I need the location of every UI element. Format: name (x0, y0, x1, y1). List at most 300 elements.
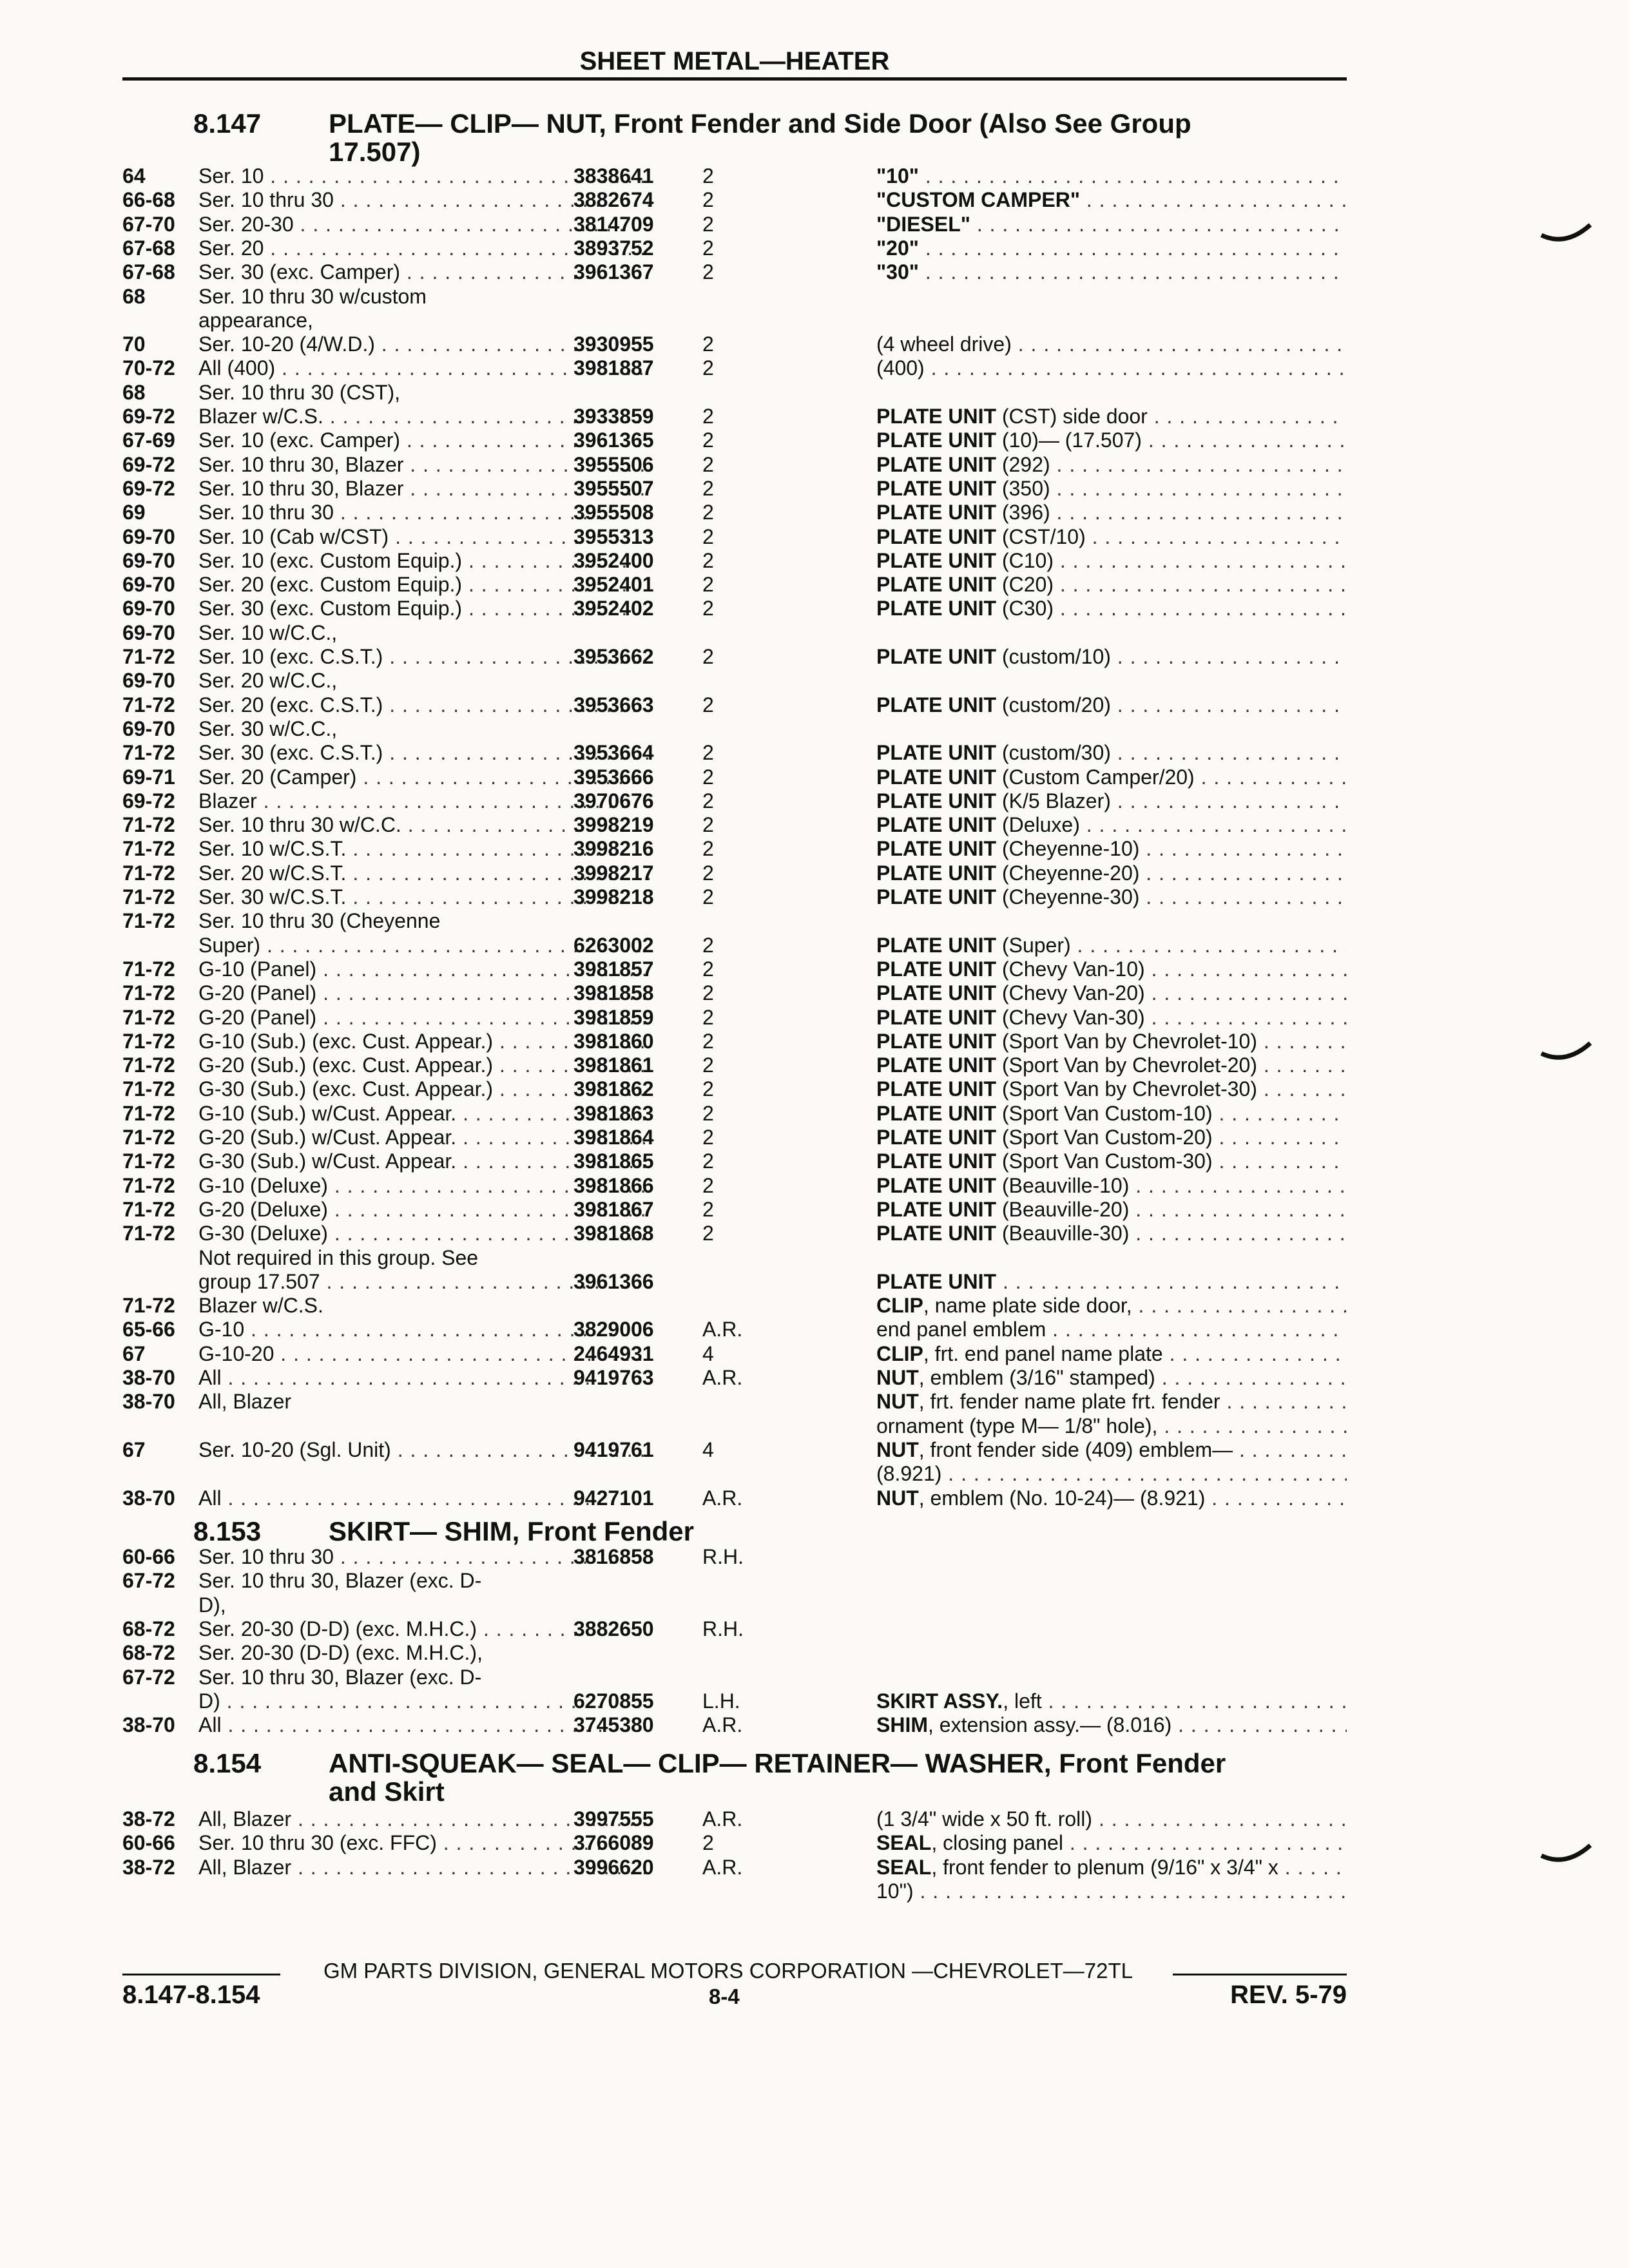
footer-page-number: 8-4 (709, 1984, 740, 2008)
parts-row (122, 1390, 1347, 1414)
part-description: PLATE UNIT (Beauville-20) . . . (876, 1198, 1347, 1222)
part-number: 3816858 (574, 1545, 654, 1568)
model-year: 69-72 (122, 476, 175, 500)
model-year: 71-72 (122, 1101, 175, 1125)
series-description: All . . . (198, 1713, 650, 1737)
quantity: R.H. (702, 1545, 744, 1568)
part-description: PLATE UNIT (K/5 Blazer) . . . (876, 789, 1347, 813)
parts-row (122, 1198, 1347, 1222)
model-year: 71-72 (122, 741, 175, 765)
parts-row (122, 789, 1347, 813)
parts-row (122, 1366, 1347, 1390)
parts-row (122, 957, 1347, 981)
part-number: 3814709 (574, 212, 654, 236)
part-number: 3882650 (574, 1617, 654, 1640)
section-number: 8.154 (193, 1748, 262, 1778)
series-description: Ser. 10 (exc. Custom Equip.) . . . (198, 549, 650, 573)
part-description: (4 wheel drive) . . . (876, 332, 1347, 356)
series-description: Ser. 30 (exc. Camper) . . . (198, 260, 650, 284)
model-year: 69-70 (122, 669, 175, 693)
model-year: 71-72 (122, 1126, 175, 1149)
parts-row (122, 1006, 1347, 1030)
part-description: PLATE UNIT (Cheyenne-20) . . . (876, 861, 1347, 885)
part-description: NUT, frt. fender name plate frt. fender . . . (876, 1390, 1347, 1414)
parts-row (122, 525, 1347, 549)
series-description: Ser. 10 thru 30, Blazer (exc. D- (198, 1569, 482, 1593)
section-title-continued: and Skirt (329, 1776, 445, 1807)
quantity: 2 (702, 597, 714, 620)
quantity: 2 (702, 813, 714, 837)
section-title: ANTI-SQUEAK— SEAL— CLIP— RETAINER— WASHER, Front Fender (329, 1748, 1226, 1778)
part-description: PLATE UNIT (Sport Van by Chevrolet-10) . . . (876, 1030, 1347, 1053)
parts-row (122, 717, 1347, 741)
quantity: 2 (702, 1101, 714, 1125)
model-year: 71-72 (122, 693, 175, 716)
quantity: 2 (702, 260, 714, 284)
part-description: PLATE UNIT . . . (876, 1270, 1347, 1294)
part-number: 3838641 (574, 164, 654, 187)
quantity: 4 (702, 1437, 714, 1461)
part-description: PLATE UNIT (custom/10) . . . (876, 645, 1347, 669)
model-year: 68 (122, 284, 146, 308)
series-description: Ser. 10-20 (Sgl. Unit) . . . (198, 1438, 650, 1462)
series-description: All (400) . . . (198, 356, 650, 380)
part-description: PLATE UNIT (Cheyenne-10) . . . (876, 837, 1347, 861)
series-description: Ser. 10 (exc. C.S.T.) . . . (198, 645, 650, 669)
parts-row (122, 645, 1347, 669)
section-title: SKIRT— SHIM, Front Fender (329, 1516, 694, 1546)
series-description: Ser. 10 thru 30, Blazer . . . (198, 453, 650, 477)
quantity: A.R. (702, 1713, 743, 1737)
quantity: 2 (702, 1173, 714, 1197)
series-description: G-20 (Panel) . . . (198, 981, 650, 1005)
model-year: 71-72 (122, 1077, 175, 1101)
series-description: Ser. 20-30 . . . (198, 213, 650, 236)
series-description: Ser. 20 w/C.C., (198, 669, 338, 693)
part-description: PLATE UNIT (Sport Van by Chevrolet-30) . . . (876, 1077, 1347, 1101)
quantity: 2 (702, 789, 714, 812)
part-number: 6263002 (574, 933, 654, 957)
model-year: 67 (122, 1437, 146, 1461)
parts-row (122, 1077, 1347, 1101)
quantity: A.R. (702, 1366, 743, 1389)
part-description: PLATE UNIT (350) . . . (876, 477, 1347, 501)
series-description: All . . . (198, 1486, 650, 1510)
model-year: 67-68 (122, 260, 175, 284)
part-description: end panel emblem . . . (876, 1318, 1347, 1341)
parts-row (122, 1569, 1347, 1593)
model-year: 38-70 (122, 1713, 175, 1737)
parts-row (122, 1342, 1347, 1366)
model-year: 69-72 (122, 452, 175, 476)
series-description: Ser. 30 (exc. C.S.T.) . . . (198, 741, 650, 765)
model-year: 71-72 (122, 1222, 175, 1245)
section-number: 8.147 (193, 108, 262, 139)
part-description: "30" . . . (876, 260, 1347, 284)
series-description: Ser. 10 thru 30 . . . (198, 501, 650, 524)
part-description: "CUSTOM CAMPER" . . . (876, 188, 1347, 212)
part-description: PLATE UNIT (CST) side door . . . (876, 405, 1347, 428)
part-description: (400) . . . (876, 356, 1347, 380)
model-year: 60-66 (122, 1831, 175, 1855)
part-number: 3952402 (574, 597, 654, 620)
part-number: 3970676 (574, 789, 654, 812)
margin-check-mark (1540, 1843, 1592, 1869)
parts-row (122, 1617, 1347, 1641)
model-year: 71-72 (122, 861, 175, 885)
series-description: G-10 (Sub.) w/Cust. Appear. . . . (198, 1102, 650, 1126)
part-number: 3981861 (574, 1053, 654, 1077)
part-number: 3996620 (574, 1855, 654, 1879)
part-description: SEAL, closing panel . . . (876, 1831, 1347, 1855)
series-description: G-20 (Sub.) (exc. Cust. Appear.) . . . (198, 1053, 650, 1077)
quantity: 2 (702, 1197, 714, 1221)
model-year: 71-72 (122, 885, 175, 908)
quantity: 2 (702, 452, 714, 476)
series-description: G-10-20 . . . (198, 1342, 650, 1366)
part-number: 3955508 (574, 501, 654, 524)
series-description: G-10 . . . (198, 1318, 650, 1341)
parts-row (122, 1102, 1347, 1126)
quantity: 2 (702, 1053, 714, 1077)
part-description: PLATE UNIT (Cheyenne-30) . . . (876, 885, 1347, 909)
part-number: 3997555 (574, 1807, 654, 1831)
model-year: 38-70 (122, 1486, 175, 1510)
series-description: Ser. 30 w/C.S.T. . . . (198, 885, 650, 909)
part-number: 3766089 (574, 1831, 654, 1855)
quantity: 2 (702, 188, 714, 212)
model-year: 67-72 (122, 1569, 175, 1593)
part-number: 3998217 (574, 861, 654, 885)
quantity: 2 (702, 693, 714, 716)
parts-row (122, 1438, 1347, 1462)
model-year: 38-70 (122, 1366, 175, 1389)
model-year: 70-72 (122, 356, 175, 380)
model-year: 71-72 (122, 837, 175, 861)
series-description: Ser. 10 thru 30 . . . (198, 1545, 650, 1569)
series-description: Blazer w/C.S. (198, 1294, 323, 1318)
model-year: 67-68 (122, 236, 175, 260)
series-description: D) . . . (198, 1689, 650, 1713)
part-number: 3953662 (574, 645, 654, 668)
part-number: 3981859 (574, 1005, 654, 1029)
part-description: (8.921) . . . (876, 1462, 1347, 1486)
series-description: Blazer w/C.S. . . . (198, 405, 650, 428)
part-description: (1 3/4" wide x 50 ft. roll) . . . (876, 1807, 1347, 1831)
parts-row (122, 405, 1347, 428)
parts-row (122, 1641, 1347, 1665)
parts-row (122, 381, 1347, 405)
parts-row (122, 1879, 1347, 1903)
part-description: PLATE UNIT (Chevy Van-30) . . . (876, 1006, 1347, 1030)
quantity: 2 (702, 981, 714, 1005)
page-header: SHEET METAL—HEATER (122, 46, 1347, 81)
series-description: Ser. 10 thru 30 . . . (198, 188, 650, 212)
model-year: 71-72 (122, 909, 175, 933)
quantity: 2 (702, 1126, 714, 1149)
parts-row (122, 885, 1347, 909)
part-number: 3933859 (574, 405, 654, 428)
parts-row (122, 1593, 1347, 1617)
parts-row (122, 1462, 1347, 1486)
quantity: 2 (702, 1222, 714, 1245)
quantity: 2 (702, 645, 714, 668)
part-description: PLATE UNIT (Chevy Van-10) . . . (876, 957, 1347, 981)
quantity: 2 (702, 1077, 714, 1101)
part-number: 3981862 (574, 1077, 654, 1101)
part-description: PLATE UNIT (Sport Van by Chevrolet-20) . . . (876, 1053, 1347, 1077)
model-year: 71-72 (122, 1173, 175, 1197)
quantity: 2 (702, 885, 714, 908)
part-number: 3981858 (574, 981, 654, 1005)
parts-row (122, 1486, 1347, 1510)
model-year: 67-72 (122, 1665, 175, 1689)
series-description: All . . . (198, 1366, 650, 1390)
parts-row (122, 501, 1347, 524)
quantity: 2 (702, 548, 714, 572)
part-number: 3829006 (574, 1318, 654, 1341)
part-description: 10") . . . (876, 1879, 1347, 1903)
quantity: 2 (702, 501, 714, 524)
quantity: A.R. (702, 1486, 743, 1510)
part-number: 3882674 (574, 188, 654, 212)
parts-row (122, 981, 1347, 1005)
quantity: 2 (702, 524, 714, 548)
model-year: 70 (122, 332, 146, 356)
part-description: PLATE UNIT (C10) . . . (876, 549, 1347, 573)
quantity: 2 (702, 212, 714, 236)
part-number: 3981860 (574, 1029, 654, 1053)
series-description: Ser. 30 w/C.C., (198, 716, 338, 740)
quantity: 2 (702, 933, 714, 957)
part-number: 3955507 (574, 476, 654, 500)
series-description: Ser. 20 . . . (198, 236, 650, 260)
series-description: G-20 (Panel) . . . (198, 1006, 650, 1030)
quantity: A.R. (702, 1807, 743, 1831)
parts-row (122, 813, 1347, 837)
parts-row (122, 1053, 1347, 1077)
part-number: 3961366 (574, 1269, 654, 1293)
part-number: 3952401 (574, 573, 654, 597)
quantity: 2 (702, 573, 714, 597)
part-description: PLATE UNIT (Sport Van Custom-20) . . . (876, 1126, 1347, 1149)
model-year: 69-72 (122, 405, 175, 428)
series-description: Ser. 20-30 (D-D) (exc. M.H.C.), (198, 1641, 483, 1665)
quantity: 2 (702, 405, 714, 428)
part-number: 6270855 (574, 1689, 654, 1713)
section-title-continued: 17.507) (329, 137, 421, 167)
part-number: 3981857 (574, 957, 654, 981)
part-number: 3893752 (574, 236, 654, 260)
model-year: 69-70 (122, 716, 175, 740)
model-year: 65-66 (122, 1318, 175, 1341)
parts-row (122, 309, 1347, 332)
parts-row (122, 741, 1347, 765)
series-description: Ser. 10 (Cab w/CST) . . . (198, 525, 650, 549)
model-year: 71-72 (122, 1197, 175, 1221)
margin-check-mark (1540, 222, 1592, 248)
part-description: PLATE UNIT (Custom Camper/20) . . . (876, 765, 1347, 789)
model-year: 69-72 (122, 789, 175, 812)
model-year: 38-72 (122, 1807, 175, 1831)
parts-row (122, 1713, 1347, 1737)
model-year: 71-72 (122, 645, 175, 668)
model-year: 68-72 (122, 1641, 175, 1665)
part-description: SKIRT ASSY., left . . . (876, 1689, 1347, 1713)
part-number: 3953663 (574, 693, 654, 716)
model-year: 67-69 (122, 428, 175, 452)
parts-row (122, 213, 1347, 236)
part-number: 3998219 (574, 813, 654, 837)
quantity: 2 (702, 476, 714, 500)
parts-row (122, 164, 1347, 188)
parts-row (122, 1270, 1347, 1294)
model-year: 69-70 (122, 597, 175, 620)
series-description: Super) . . . (198, 934, 650, 957)
model-year: 71-72 (122, 1005, 175, 1029)
model-year: 71-72 (122, 813, 175, 837)
footer-rule-right (1173, 1974, 1347, 1975)
parts-row (122, 549, 1347, 573)
parts-row (122, 1294, 1347, 1318)
series-description: Ser. 20 w/C.S.T. . . . (198, 861, 650, 885)
parts-row (122, 356, 1347, 380)
parts-row (122, 597, 1347, 620)
part-number: 2464931 (574, 1341, 654, 1365)
model-year: 69-71 (122, 765, 175, 789)
quantity: 2 (702, 741, 714, 765)
model-year: 71-72 (122, 1053, 175, 1077)
part-number: 3998218 (574, 885, 654, 908)
series-description: G-30 (Sub.) w/Cust. Appear. . . . (198, 1149, 650, 1173)
part-description: PLATE UNIT (292) . . . (876, 453, 1347, 477)
part-number: 3952400 (574, 548, 654, 572)
part-description: NUT, emblem (3/16" stamped) . . . (876, 1366, 1347, 1390)
parts-row (122, 934, 1347, 957)
series-description: Ser. 10 (exc. Camper) . . . (198, 428, 650, 452)
parts-row (122, 188, 1347, 212)
series-description: Ser. 10 thru 30 (exc. FFC) . . . (198, 1831, 650, 1855)
quantity: 2 (702, 236, 714, 260)
model-year: 69-70 (122, 620, 175, 644)
model-year: 71-72 (122, 1029, 175, 1053)
part-description: CLIP, frt. end panel name plate . . . (876, 1342, 1347, 1366)
part-description: PLATE UNIT (CST/10) . . . (876, 525, 1347, 549)
series-description: Ser. 20 (exc. C.S.T.) . . . (198, 693, 650, 717)
parts-row (122, 1414, 1347, 1438)
series-description: Ser. 10 thru 30 (Cheyenne (198, 909, 441, 933)
model-year: 71-72 (122, 981, 175, 1005)
parts-row (122, 837, 1347, 861)
series-description: All, Blazer . . . (198, 1856, 650, 1879)
parts-row (122, 1666, 1347, 1689)
part-description: PLATE UNIT (Super) . . . (876, 934, 1347, 957)
series-description: Ser. 10 thru 30 (CST), (198, 380, 401, 404)
section-title: PLATE— CLIP— NUT, Front Fender and Side Door (Also See Group (329, 108, 1191, 139)
footer-revision: REV. 5-79 (1230, 1981, 1347, 2009)
section-heading (193, 1517, 1327, 1546)
series-description: G-30 (Sub.) (exc. Cust. Appear.) . . . (198, 1077, 650, 1101)
parts-row (122, 669, 1347, 693)
parts-row (122, 1856, 1347, 1879)
quantity: 2 (702, 164, 714, 187)
parts-row (122, 1174, 1347, 1198)
parts-row (122, 621, 1347, 645)
series-description: G-10 (Panel) . . . (198, 957, 650, 981)
model-year: 67-70 (122, 212, 175, 236)
part-number: 3961367 (574, 260, 654, 284)
part-description: PLATE UNIT (Sport Van Custom-10) . . . (876, 1102, 1347, 1126)
quantity: R.H. (702, 1617, 744, 1640)
part-number: 3930955 (574, 332, 654, 356)
parts-row (122, 332, 1347, 356)
parts-row (122, 1831, 1347, 1855)
model-year: 71-72 (122, 1294, 175, 1318)
part-number: 3745380 (574, 1713, 654, 1737)
part-number: 3955506 (574, 452, 654, 476)
part-description: ornament (type M— 1/8" hole), . . . (876, 1414, 1347, 1438)
part-description: PLATE UNIT (Deluxe) . . . (876, 813, 1347, 837)
quantity: A.R. (702, 1318, 743, 1341)
part-description: PLATE UNIT (custom/30) . . . (876, 741, 1347, 765)
part-description: PLATE UNIT (Beauville-10) . . . (876, 1174, 1347, 1198)
quantity: 2 (702, 428, 714, 452)
parts-row (122, 1222, 1347, 1245)
part-description: PLATE UNIT (396) . . . (876, 501, 1347, 524)
part-description: "DIESEL" . . . (876, 213, 1347, 236)
quantity: 2 (702, 1149, 714, 1173)
part-number: 3981868 (574, 1222, 654, 1245)
model-year: 69-70 (122, 548, 175, 572)
part-number: 3961365 (574, 428, 654, 452)
model-year: 69-70 (122, 573, 175, 597)
model-year: 64 (122, 164, 146, 187)
quantity: 4 (702, 1341, 714, 1365)
series-description: Ser. 10 . . . (198, 164, 650, 188)
series-description: Ser. 10 thru 30, Blazer . . . (198, 477, 650, 501)
series-description: G-30 (Deluxe) . . . (198, 1222, 650, 1245)
quantity: A.R. (702, 1855, 743, 1879)
model-year: 68-72 (122, 1617, 175, 1640)
series-description: Ser. 10 thru 30, Blazer (exc. D- (198, 1665, 482, 1689)
model-year: 60-66 (122, 1545, 175, 1568)
part-number: 3981887 (574, 356, 654, 380)
model-year: 71-72 (122, 1149, 175, 1173)
parts-row (122, 428, 1347, 452)
parts-row (122, 1689, 1347, 1713)
parts-row (122, 236, 1347, 260)
series-description: All, Blazer . . . (198, 1807, 650, 1831)
model-year: 69-70 (122, 524, 175, 548)
series-description: G-10 (Deluxe) . . . (198, 1174, 650, 1198)
footer-corporation: GM PARTS DIVISION, GENERAL MOTORS CORPORATION —CHEVROLET—72TL (323, 1959, 1133, 1983)
part-number: 3953664 (574, 741, 654, 765)
series-description: Ser. 10 thru 30 w/C.C. . . . (198, 813, 650, 837)
parts-row (122, 1318, 1347, 1341)
section-heading (193, 1749, 1327, 1806)
series-description: G-20 (Sub.) w/Cust. Appear. . . . (198, 1126, 650, 1149)
part-description: SHIM, extension assy.— (8.016) . . . (876, 1713, 1347, 1737)
part-description: SEAL, front fender to plenum (9/16" x 3/4" x . . . (876, 1856, 1347, 1879)
part-description: NUT, emblem (No. 10-24)— (8.921) . . . (876, 1486, 1347, 1510)
series-description: Ser. 20 (exc. Custom Equip.) . . . (198, 573, 650, 597)
quantity: 2 (702, 837, 714, 861)
series-description: Ser. 30 (exc. Custom Equip.) . . . (198, 597, 650, 620)
series-description: Ser. 10-20 (4/W.D.) . . . (198, 332, 650, 356)
part-description: PLATE UNIT (C30) . . . (876, 597, 1347, 620)
parts-row (122, 573, 1347, 597)
section-heading (193, 110, 1327, 166)
